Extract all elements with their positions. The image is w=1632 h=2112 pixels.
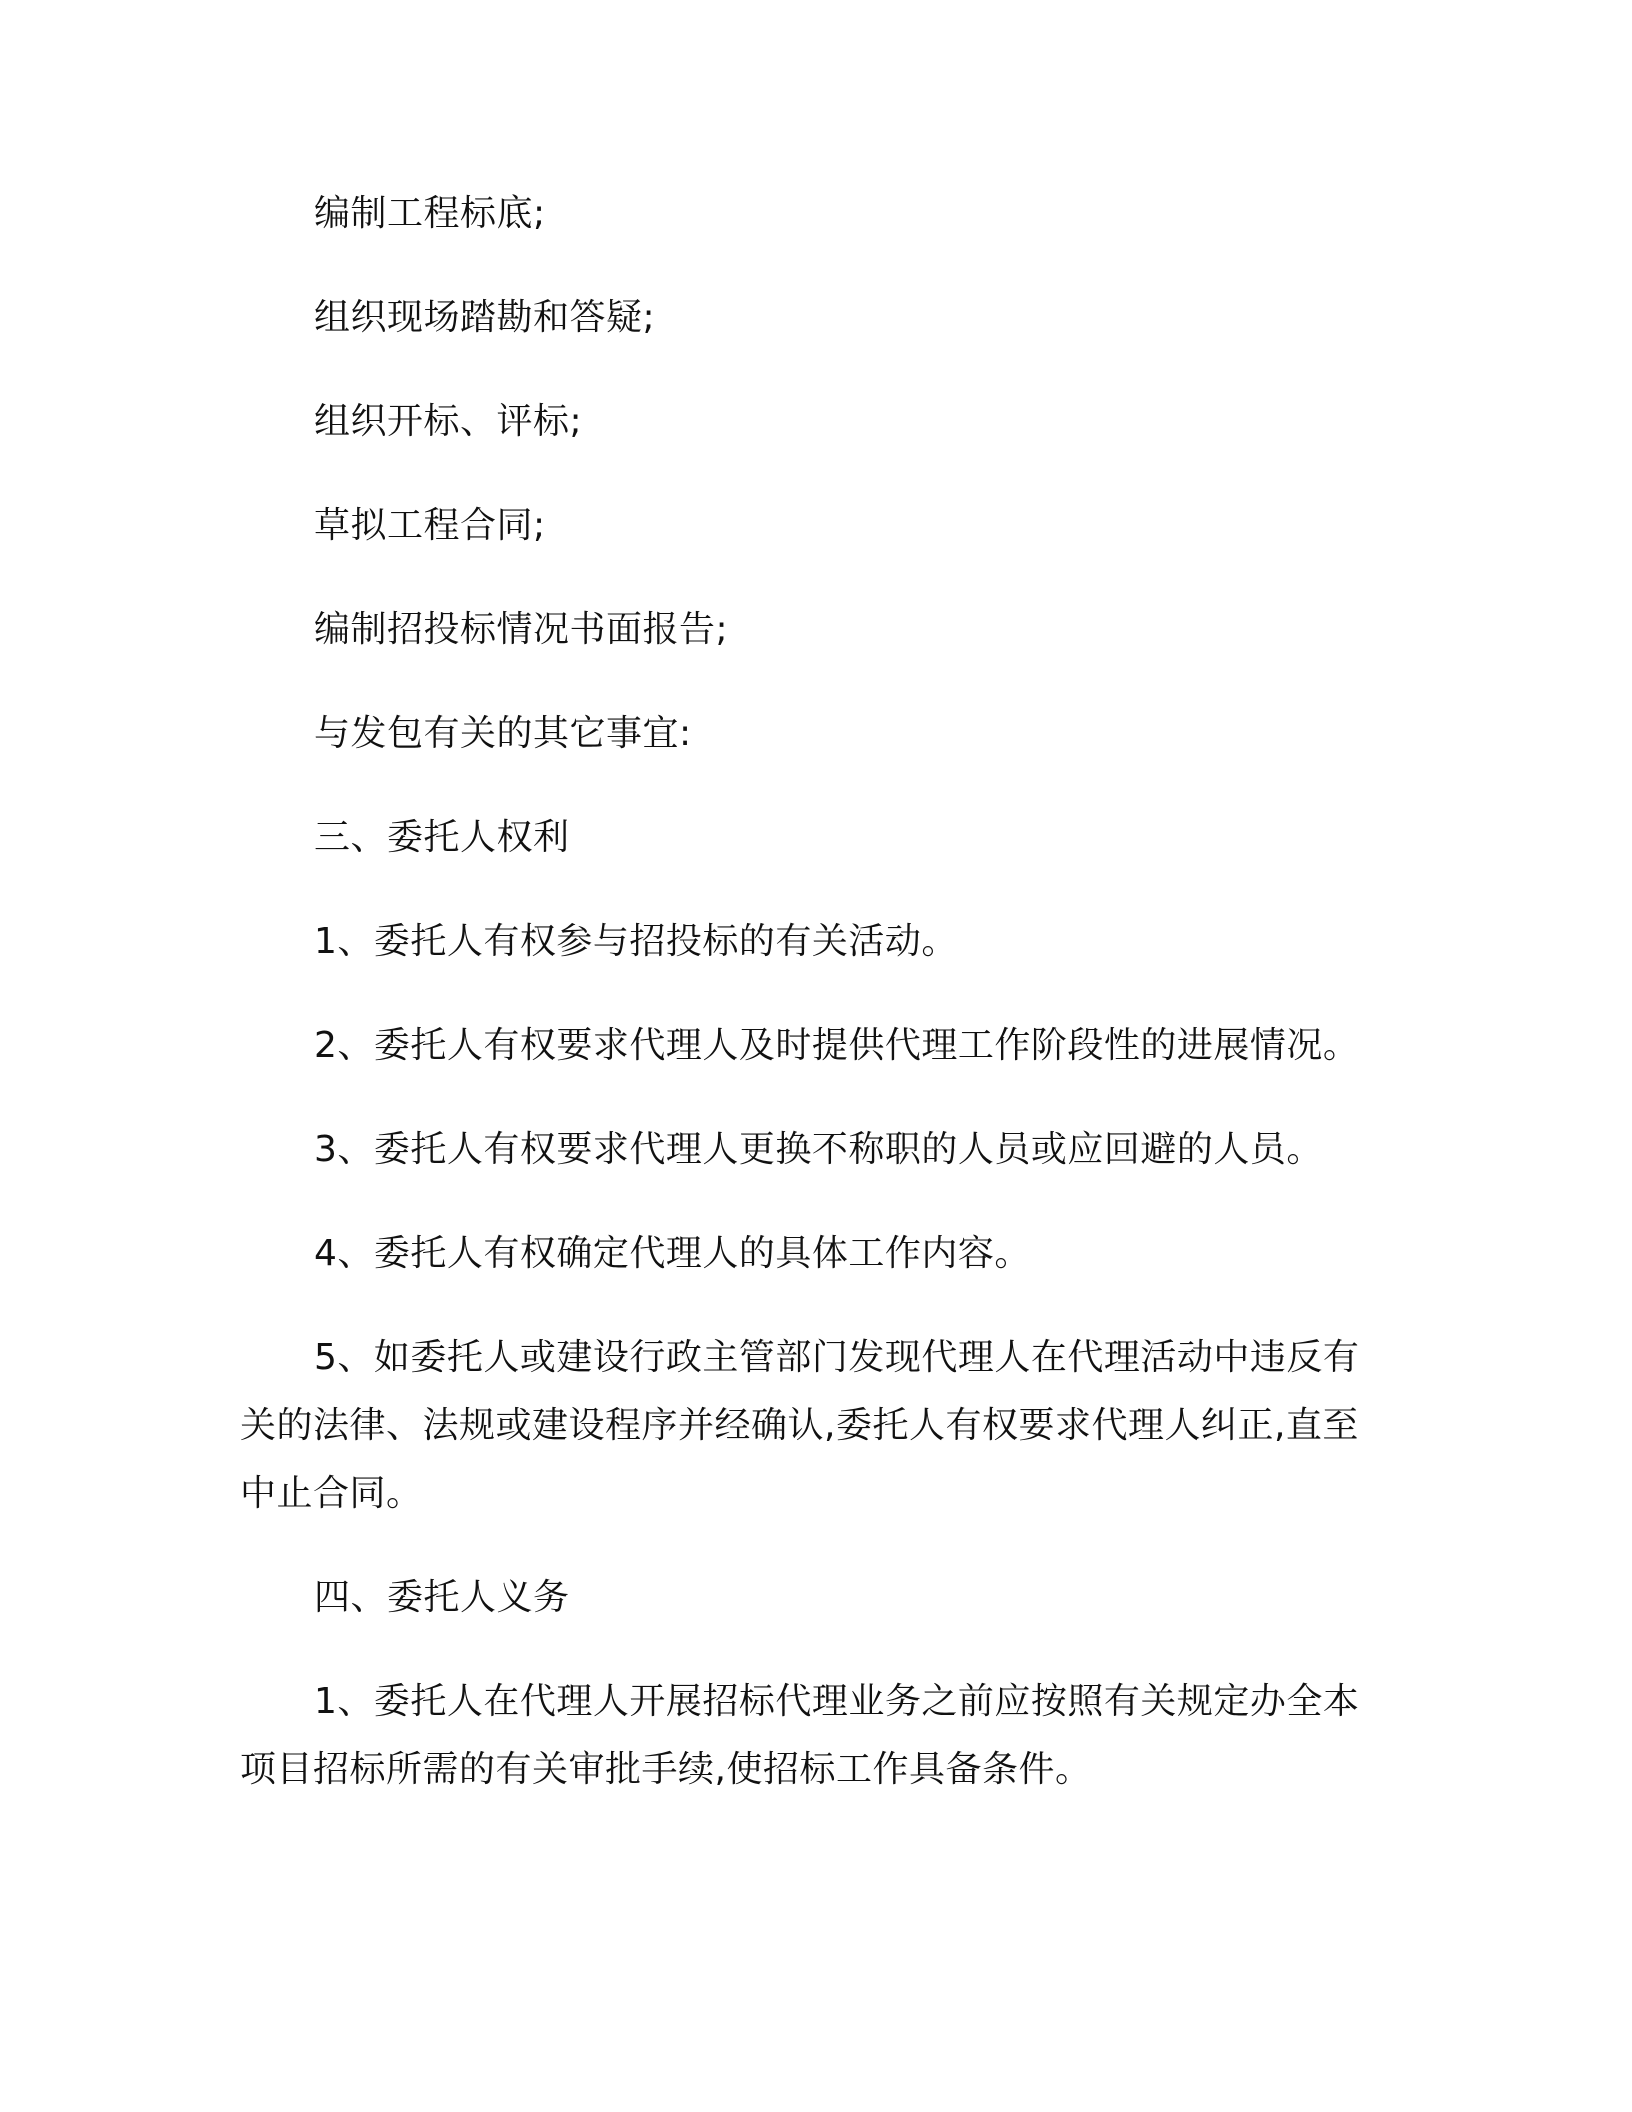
paragraph: 5、如委托人或建设行政主管部门发现代理人在代理活动中违反有关的法律、法规或建设程序并经确认,委托人有权要求代理人纠正,直至中止合同。 xyxy=(240,1337,1360,1514)
paragraph: 组织现场踏勘和答疑; xyxy=(314,297,656,338)
paragraph: 编制招投标情况书面报告; xyxy=(314,609,729,650)
section-heading: 四、委托人义务 xyxy=(314,1577,570,1618)
paragraph: 1、委托人在代理人开展招标代理业务之前应按照有关规定办全本项目招标所需的有关审批手续,使招标工作具备条件。 xyxy=(240,1681,1360,1790)
paragraph: 组织开标、评标; xyxy=(314,401,583,442)
paragraph: 3、委托人有权要求代理人更换不称职的人员或应回避的人员。 xyxy=(314,1129,1323,1170)
paragraph: 1、委托人有权参与招投标的有关活动。 xyxy=(314,921,958,962)
paragraph: 草拟工程合同; xyxy=(314,505,546,546)
paragraph: 与发包有关的其它事宜: xyxy=(314,713,692,754)
section-heading: 三、委托人权利 xyxy=(314,817,570,858)
document-body xyxy=(240,180,1390,1840)
paragraph: 2、委托人有权要求代理人及时提供代理工作阶段性的进展情况。 xyxy=(314,1025,1360,1066)
paragraph: 编制工程标底; xyxy=(314,193,546,234)
paragraph: 4、委托人有权确定代理人的具体工作内容。 xyxy=(314,1233,1031,1274)
